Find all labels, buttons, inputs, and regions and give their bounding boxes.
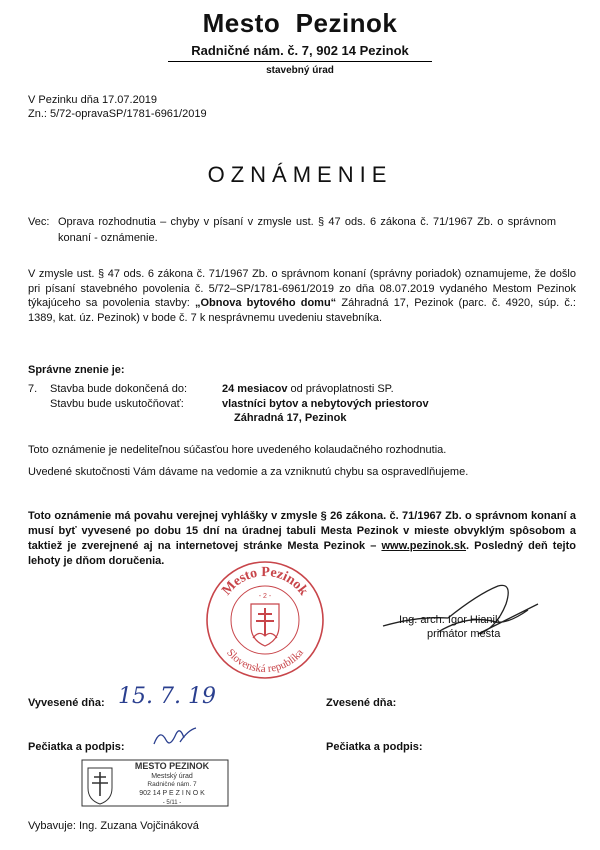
notice-text: Toto oznámenie má povahu verejnej vyhlášky v zmysle § 26 zákona. č. 71/1967 Zb. o správnom konaní a musí byť vyvesené po dobu 15 dní na úradnej tabuli Mesta Pezinok v mieste obvyklým spôsobom a taktiež je zverejnené aj na internetovej stránke Mesta Pezinok – — [28, 510, 576, 552]
subject-text: Oprava rozhodnutia – chyby v písaní v zmysle ust. § 47 ods. 6 zákona č. 71/1967 Zb. o správnom konaní - oznámenie. — [58, 216, 556, 244]
city-seal — [205, 560, 325, 680]
signer-role: primátor mesta — [427, 628, 501, 640]
row1-value-rest: od právoplatnosti SP. — [287, 383, 394, 395]
seal-number: - 2 - — [258, 593, 272, 600]
project-name: „Obnova bytového domu“ — [194, 297, 337, 309]
signer-name: Ing. arch. Igor Hianik — [399, 614, 501, 626]
row2-value-line2: Záhradná 17, Pezinok — [234, 412, 347, 424]
row1-value — [222, 383, 394, 395]
seal-bottom-text: Slovenská republika — [224, 646, 306, 676]
prepared-by: Vybavuje: Ing. Zuzana Vojčináková — [28, 820, 199, 832]
office-stamp — [80, 758, 230, 808]
row1-label: Stavba bude dokončená do: — [50, 383, 188, 395]
website-link[interactable]: www.pezinok.sk — [381, 540, 467, 552]
row2-value-line1: vlastníci bytov a nebytových priestorov — [222, 398, 429, 410]
seal-top-text: Mesto Pezinok — [219, 564, 311, 599]
stamp-line-4: 902 14 P E Z I N O K — [139, 790, 205, 797]
stamp-signature-label-right: Pečiatka a podpis: — [326, 741, 423, 753]
stamp-line-1: MESTO PEZINOK — [134, 761, 210, 771]
place-date: V Pezinku dňa 17.07.2019 — [28, 94, 158, 106]
body-paragraph — [28, 267, 576, 325]
file-number: Zn.: 5/72-opravaSP/1781-6961/2019 — [28, 108, 207, 120]
paragraph-2: Uvedené skutočnosti Vám dávame na vedomie a za vzniknutú chybu sa ospravedlňujeme. — [28, 466, 469, 478]
city-address: Radničné nám. č. 7, 902 14 Pezinok — [191, 43, 409, 58]
body-part-1: V zmysle ust. § 47 ods. 6 zákona č. 71/1967 Zb. o správnom konaní (správny poriadok) oznamujeme, že došlo pri písaní stavebného povolenia č. 5/72–SP/1781-6961/2019 zo dňa 08.07.2019 vydaného Mestom Pezinok týkajúceho sa povolenia stavby: — [28, 268, 576, 309]
document-heading: OZNÁMENIE — [207, 162, 393, 187]
notice-tail: . Posledný deň tejto lehoty je dňom doručenia. — [28, 540, 576, 567]
stamp-coat-of-arms-icon — [88, 768, 112, 804]
stamp-line-5: - 5/11 - — [162, 800, 182, 806]
stamp-signature-label-left: Pečiatka a podpis: — [28, 741, 125, 753]
removed-label: Zvesené dňa: — [326, 697, 397, 709]
office-name: stavebný úrad — [266, 65, 334, 76]
row2-label: Stavbu bude uskutočňovať: — [50, 398, 184, 410]
posted-date: 15. 7. 19 — [118, 684, 216, 709]
stamp-line-2: Mestský úrad — [151, 773, 193, 780]
body-part-2: Záhradná 17, Pezinok (parc. č. 4920, súp. č.: 1389, kat. úz. Pezinok) v bode č. 7 k nesprávnemu uvedeniu stavebníka. — [28, 297, 576, 324]
header-divider — [168, 61, 432, 62]
item-number: 7. — [28, 383, 38, 395]
correct-heading: Správne znenie je: — [28, 364, 125, 376]
subject-label: Vec: — [28, 216, 50, 228]
posted-label: Vyvesené dňa: — [28, 697, 105, 709]
stamp-line-3: Radničné nám. 7 — [147, 781, 197, 788]
paragraph-1: Toto oznámenie je nedeliteľnou súčasťou hore uvedeného kolaudačného rozhodnutia. — [28, 444, 447, 456]
city-title: Mesto Pezinok — [202, 8, 398, 38]
document-meta — [28, 93, 207, 121]
coat-of-arms-icon — [251, 604, 279, 646]
row1-value-bold: 24 mesiacov — [222, 383, 288, 395]
clerk-signature — [150, 722, 200, 752]
